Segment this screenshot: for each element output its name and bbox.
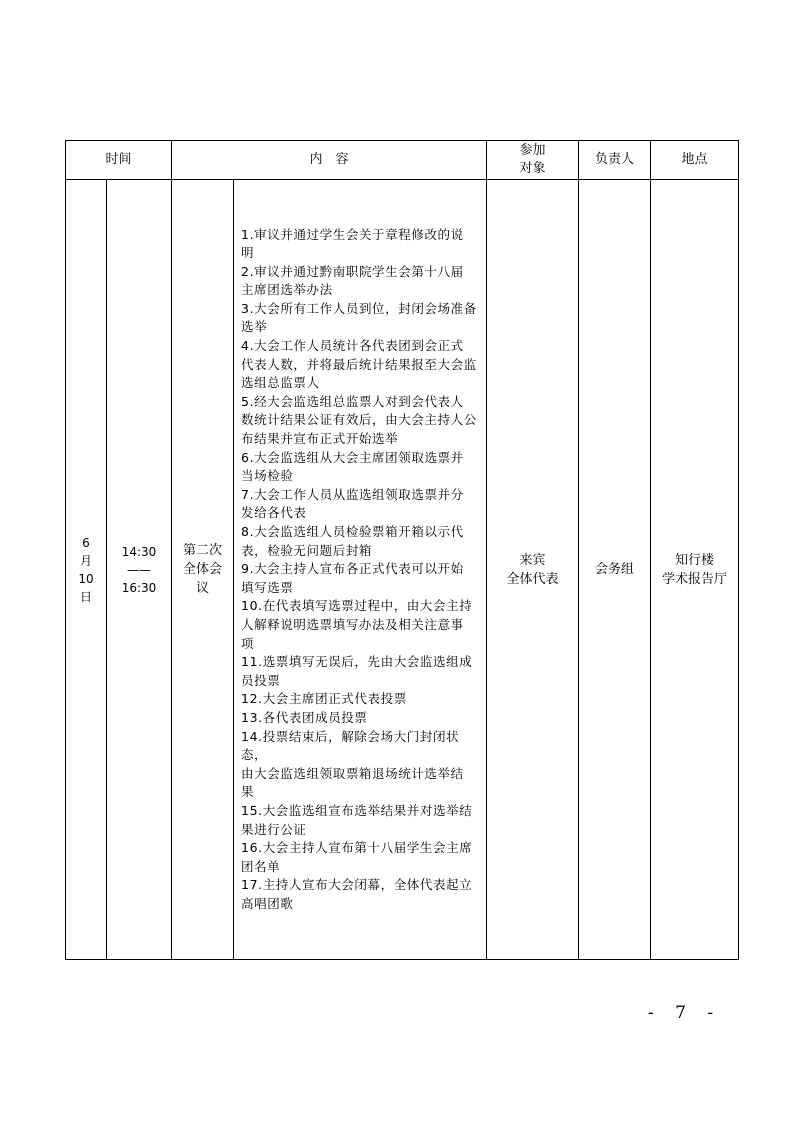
agenda-line: 表，检验无问题后封箱 <box>241 542 373 558</box>
agenda-line: 员投票 <box>241 672 281 688</box>
agenda-line: 14.投票结束后，解除会场大门封闭状态， <box>241 728 460 763</box>
header-participants-line2: 对象 <box>519 161 546 176</box>
agenda-line: 项 <box>241 635 255 651</box>
session-line: 第二次 <box>183 543 223 558</box>
header-person: 负责人 <box>579 141 651 180</box>
session-line: 议 <box>196 581 210 596</box>
agenda-line: 填写选票 <box>241 579 294 595</box>
person-cell: 会务组 <box>579 180 651 960</box>
header-location: 地点 <box>651 141 739 180</box>
agenda-line: 9.大会主持人宣布各正式代表可以开始 <box>241 561 464 577</box>
time-end: 16:30 <box>121 580 157 595</box>
header-participants-line1: 参加 <box>519 143 546 158</box>
agenda-line: 选举 <box>241 319 268 335</box>
time-cell <box>107 180 172 960</box>
page-number: - 7 - <box>648 1003 722 1023</box>
date-part: 10 <box>78 571 94 586</box>
agenda-line: 10.在代表填写选票过程中，由大会主持 <box>241 598 473 614</box>
agenda-line: 人解释说明选票填写办法及相关注意事 <box>241 616 464 632</box>
header-content: 内 容 <box>172 141 487 180</box>
agenda-line: 12.大会主席团正式代表投票 <box>241 691 407 707</box>
agenda-line: 11.选票填写无误后，先由大会监选组成 <box>241 654 473 670</box>
participants-cell <box>487 180 579 960</box>
agenda-line: 7.大会工作人员从监选组领取选票并分 <box>241 486 464 502</box>
agenda-line: 数统计结果公证有效后，由大会主持人公 <box>241 412 477 428</box>
agenda-line: 1.审议并通过学生会关于章程修改的说 <box>241 226 464 242</box>
content-cell <box>234 180 487 960</box>
date-part: 月 <box>79 553 92 568</box>
agenda-line: 2.审议并通过黔南职院学生会第十八届 <box>241 263 464 279</box>
agenda-line: 代表人数，并将最后统计结果报至大会监 <box>241 356 477 372</box>
agenda-line: 果 <box>241 784 255 800</box>
agenda-line: 团名单 <box>241 858 281 874</box>
schedule-table <box>65 140 739 960</box>
header-participants <box>487 141 579 180</box>
agenda-line: 果进行公证 <box>241 821 307 837</box>
agenda-line: 选组总监票人 <box>241 375 320 391</box>
agenda-line: 当场检验 <box>241 468 294 484</box>
session-cell <box>172 180 234 960</box>
location-line: 学术报告厅 <box>662 571 728 587</box>
agenda-line: 布结果并宣布正式开始选举 <box>241 431 399 447</box>
agenda-line: 16.大会主持人宣布第十八届学生会主席 <box>241 840 473 856</box>
location-cell <box>651 180 739 960</box>
agenda-line: 5.经大会监选组总监票人对到会代表人 <box>241 393 464 409</box>
date-part: 日 <box>79 589 92 604</box>
agenda-line: 6.大会监选组从大会主席团领取选票并 <box>241 449 464 465</box>
header-time: 时间 <box>66 141 172 180</box>
date-cell <box>66 180 107 960</box>
agenda-line: 13.各代表团成员投票 <box>241 709 368 725</box>
location-line: 知行楼 <box>675 552 715 568</box>
agenda-line: 发给各代表 <box>241 505 307 521</box>
agenda-line: 主席团选举办法 <box>241 282 333 298</box>
agenda-line: 17.主持人宣布大会闭幕，全体代表起立 <box>241 877 473 893</box>
agenda-line: 由大会监选组领取票箱退场统计选举结 <box>241 765 464 781</box>
agenda-line: 高唱团歌 <box>241 895 294 911</box>
date-part: 6 <box>82 535 90 550</box>
agenda-line: 3.大会所有工作人员到位，封闭会场准备 <box>241 300 477 316</box>
agenda-list <box>234 226 486 914</box>
schedule-row <box>66 180 739 960</box>
header-row <box>66 141 739 180</box>
agenda-line: 4.大会工作人员统计各代表团到会正式 <box>241 338 464 354</box>
session-line: 全体会 <box>183 562 223 577</box>
agenda-line: 8.大会监选组人员检验票箱开箱以示代 <box>241 524 464 540</box>
participants-line: 全体代表 <box>506 571 559 587</box>
time-dash: —— <box>127 562 151 577</box>
agenda-line: 15.大会监选组宣布选举结果并对选举结 <box>241 802 473 818</box>
agenda-line: 明 <box>241 245 255 261</box>
time-start: 14:30 <box>121 544 157 559</box>
participants-line: 来宾 <box>519 552 546 568</box>
